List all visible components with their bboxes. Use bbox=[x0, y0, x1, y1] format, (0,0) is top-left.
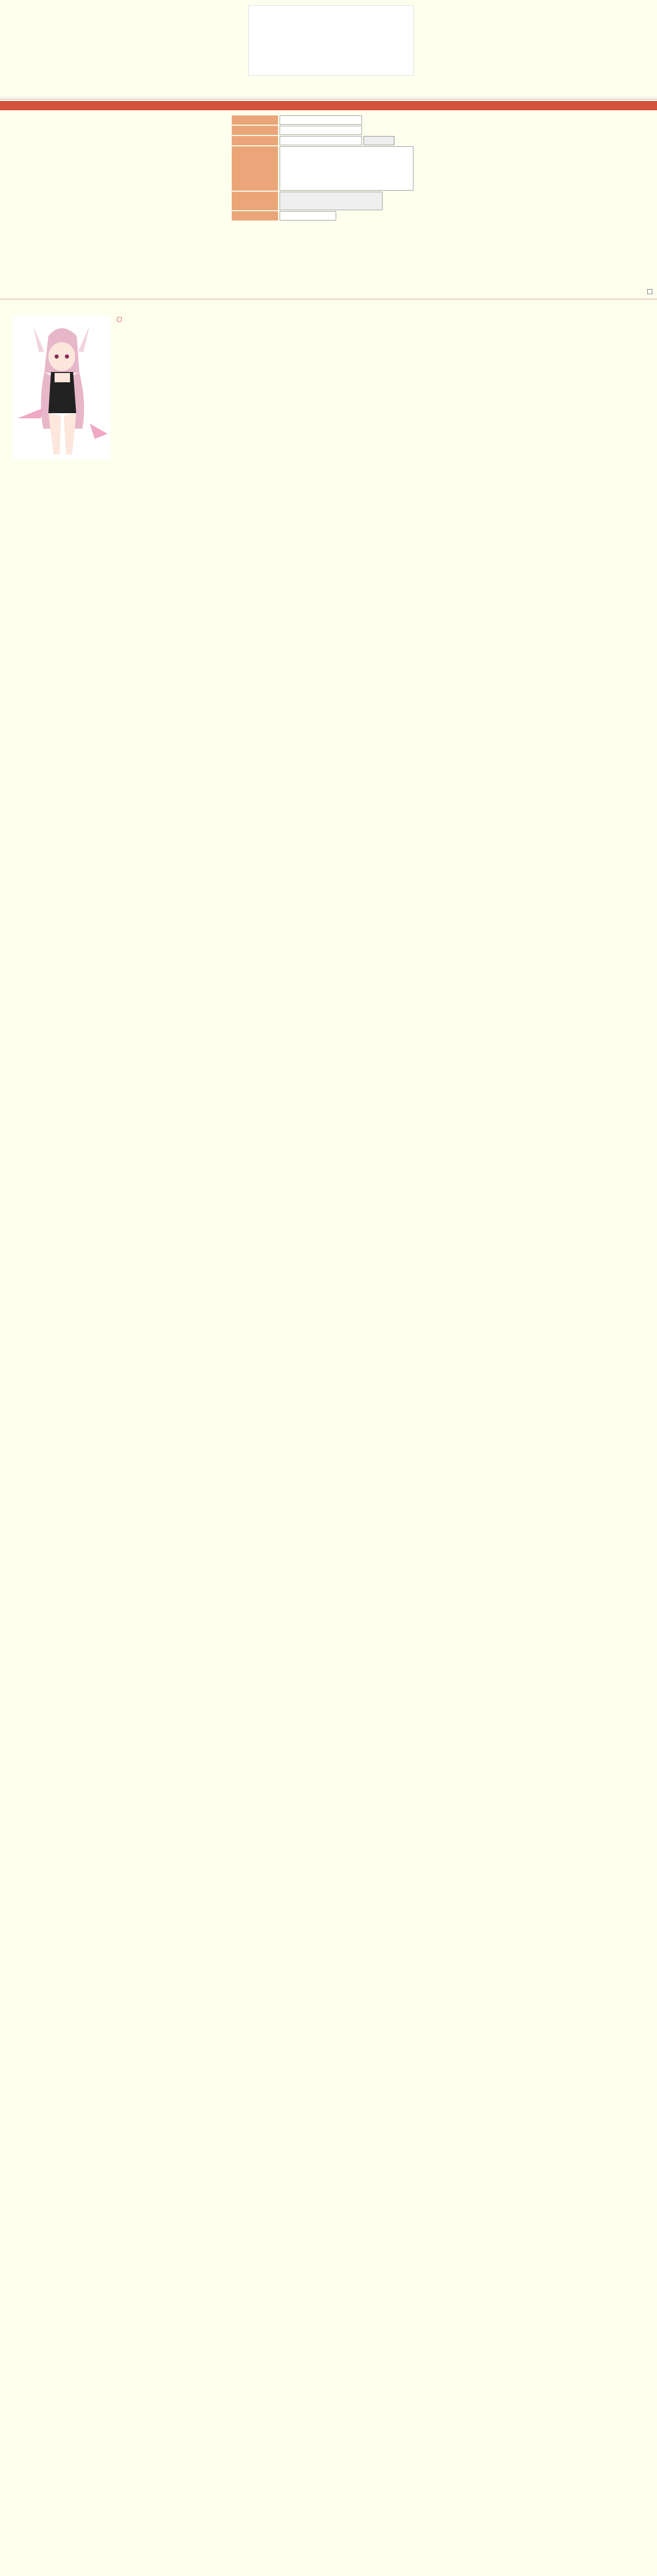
anime-girl-illustration bbox=[12, 315, 110, 460]
op-image[interactable] bbox=[12, 315, 110, 460]
comment-label bbox=[232, 146, 278, 191]
new-reply-button[interactable] bbox=[364, 136, 394, 145]
subject-field[interactable] bbox=[280, 136, 362, 145]
comment-textarea[interactable] bbox=[280, 146, 413, 191]
name-field[interactable] bbox=[280, 115, 362, 125]
subject-label bbox=[232, 136, 278, 145]
options-label bbox=[232, 126, 278, 135]
name-label bbox=[232, 115, 278, 125]
password-label bbox=[232, 211, 278, 221]
file-label bbox=[232, 192, 278, 210]
password-field[interactable] bbox=[280, 211, 336, 221]
op-header bbox=[116, 315, 122, 323]
options-field[interactable] bbox=[280, 126, 362, 135]
file-dropzone[interactable] bbox=[280, 192, 383, 210]
post-checkbox-icon[interactable]: ▢ bbox=[116, 315, 123, 323]
posting-mode-bar bbox=[0, 101, 657, 110]
checkbox-icon[interactable] bbox=[647, 289, 652, 294]
style-toggle[interactable] bbox=[647, 289, 654, 295]
banner bbox=[248, 5, 414, 76]
